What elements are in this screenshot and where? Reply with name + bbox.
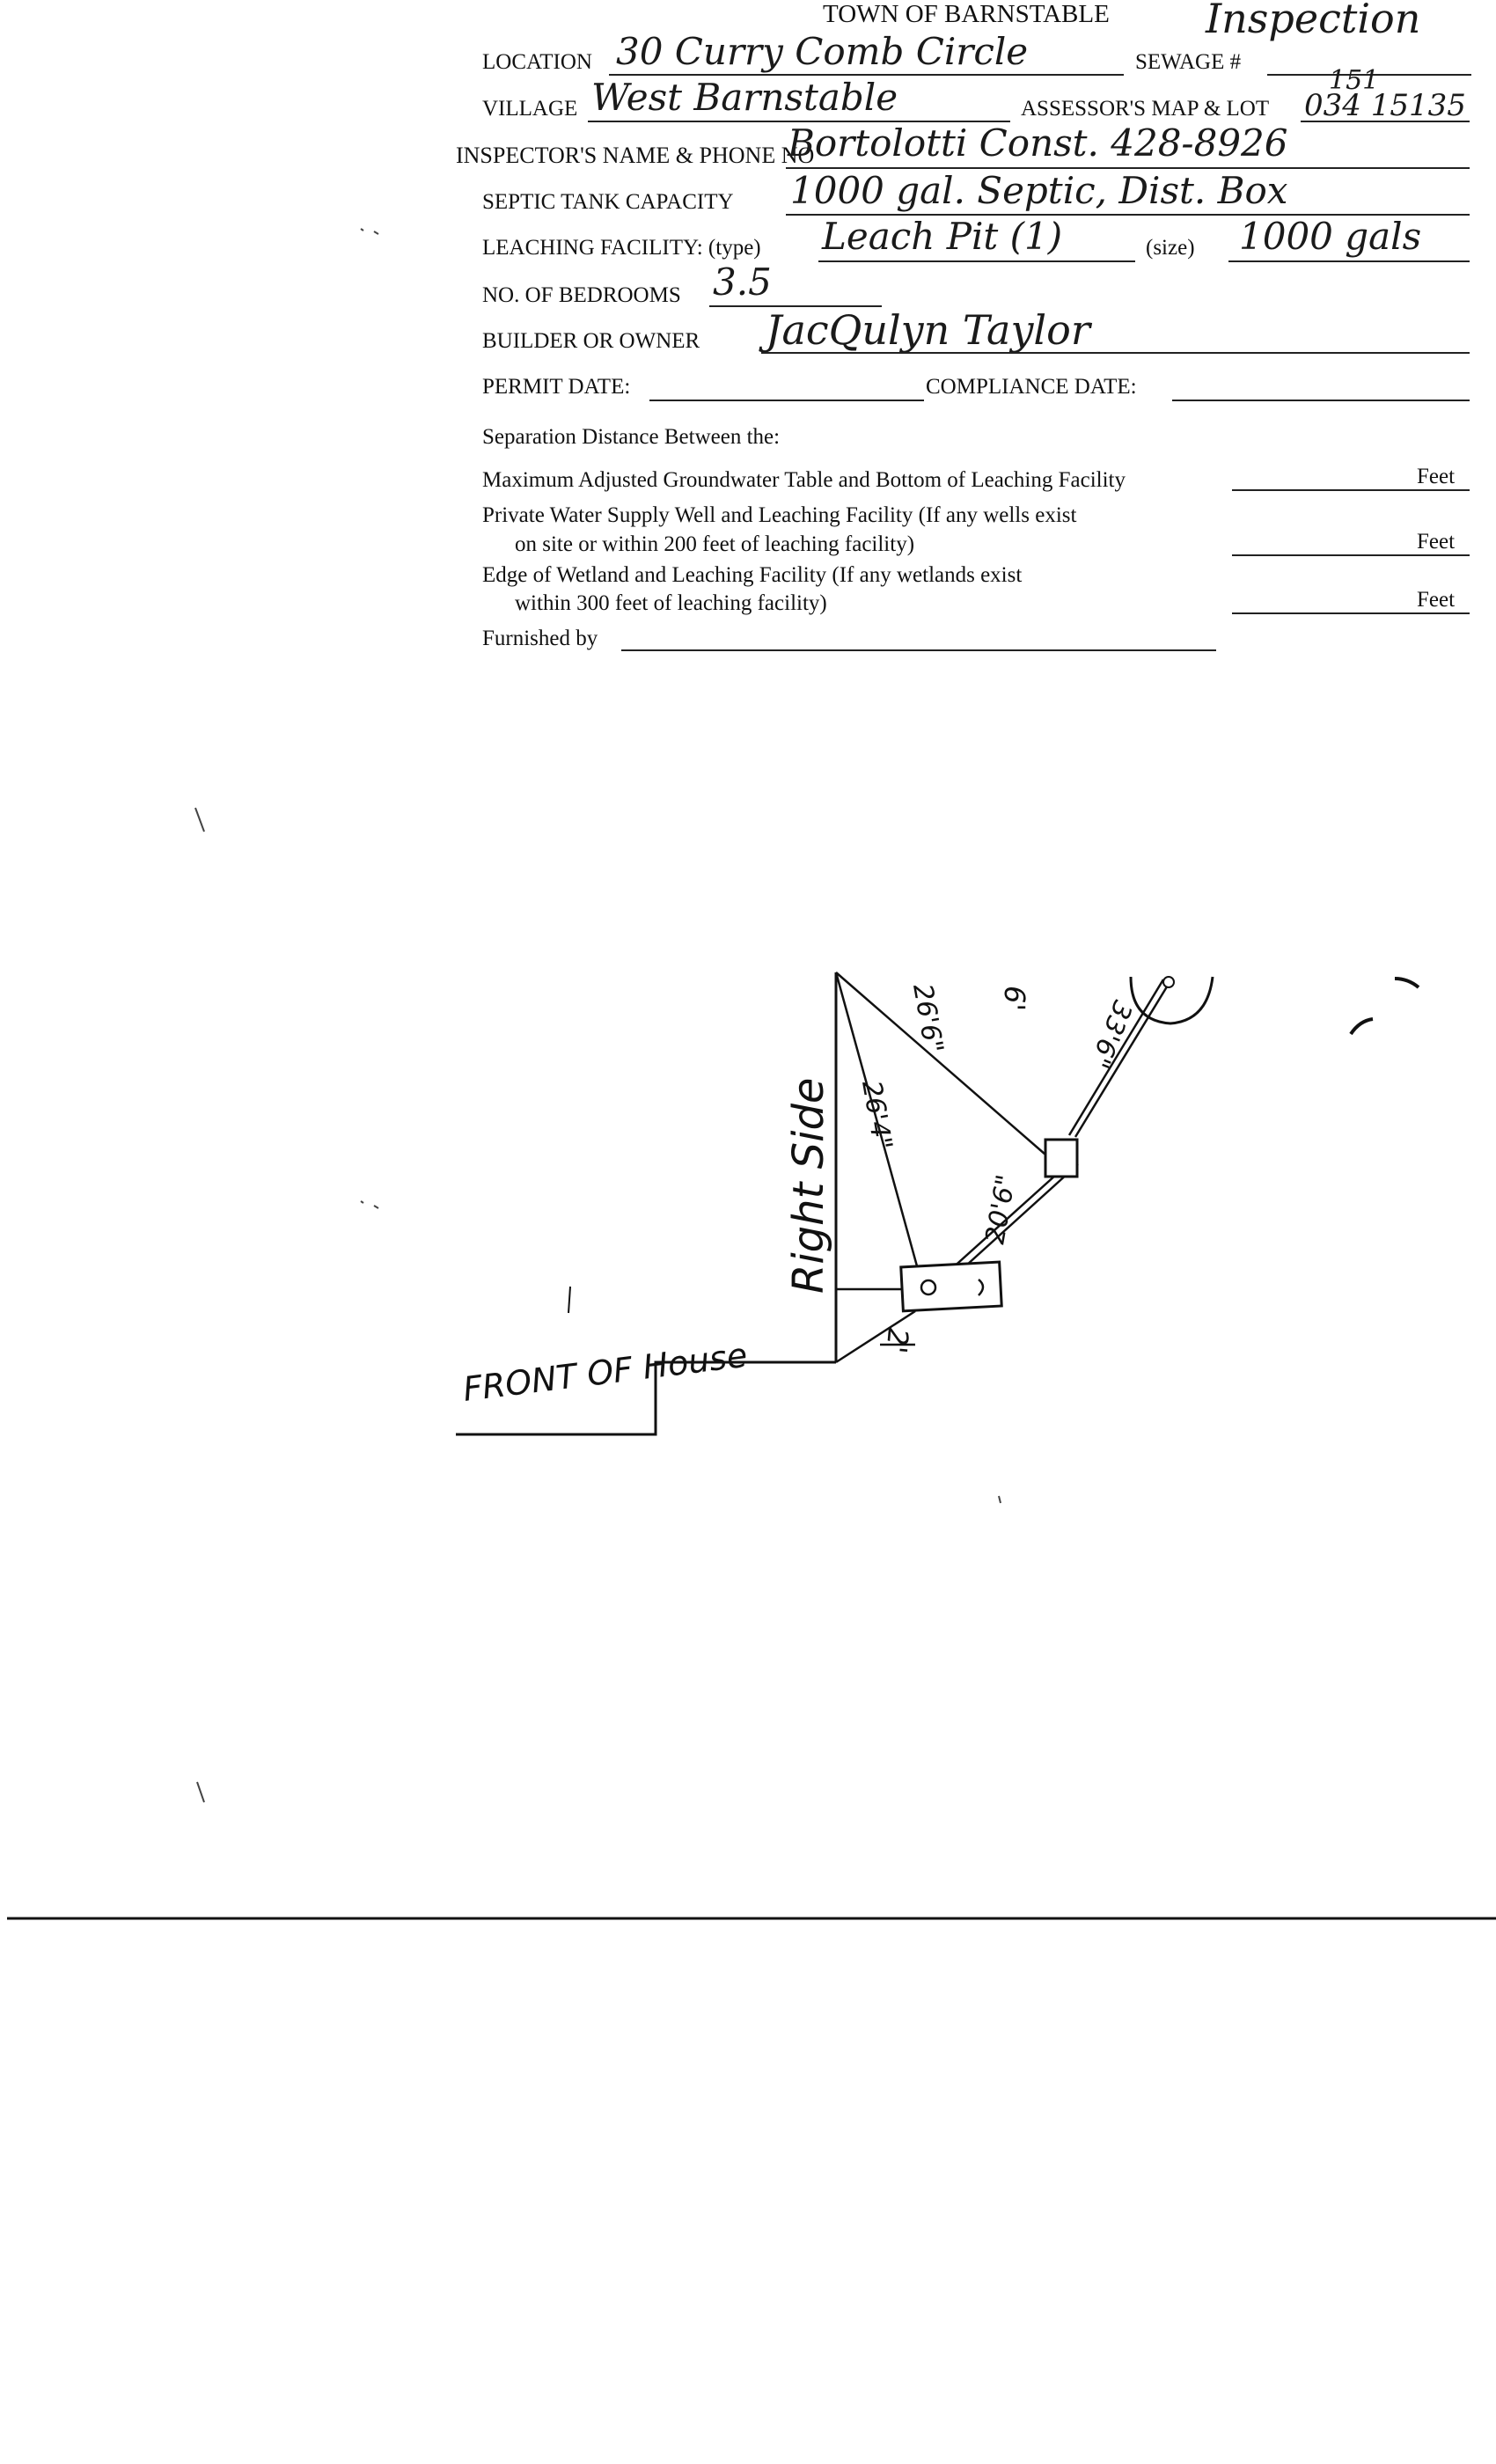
sewage-label: SEWAGE # xyxy=(1135,50,1242,74)
right-side-label: Right Side xyxy=(784,1077,833,1294)
leaching-type-value: Leach Pit (1) xyxy=(822,215,1063,258)
location-label: LOCATION xyxy=(482,50,592,74)
permit-label: PERMIT DATE: xyxy=(482,375,631,399)
measurement-33-6: 33'6" xyxy=(1082,996,1139,1073)
measurement-26-6: 26'6" xyxy=(906,981,950,1056)
sep2-label-a: Private Water Supply Well and Leaching Facility (If any wells exist xyxy=(482,503,1077,527)
size-label: (size) xyxy=(1146,236,1195,260)
scan-specks xyxy=(195,229,1001,1802)
assessor-label: ASSESSOR'S MAP & LOT xyxy=(1021,97,1270,121)
assessor-map: 151 xyxy=(1329,65,1380,96)
builder-label: BUILDER OR OWNER xyxy=(482,329,700,353)
furnished-label: Furnished by xyxy=(482,627,598,650)
town-title: TOWN OF BARNSTABLE xyxy=(823,0,1110,28)
village-value: West Barnstable xyxy=(591,76,898,119)
bedrooms-value: 3.5 xyxy=(713,260,772,304)
sep2-label-b: on site or within 200 feet of leaching facility) xyxy=(515,532,915,556)
sep3-label-b: within 300 feet of leaching facility) xyxy=(515,591,827,615)
owner-value: JacQulyn Taylor xyxy=(766,306,1090,354)
location-value: 30 Curry Comb Circle xyxy=(616,30,1029,73)
assessor-lot: 034 15135 xyxy=(1304,88,1466,123)
bedrooms-label: NO. OF BEDROOMS xyxy=(482,283,681,307)
pit-center-icon xyxy=(1163,977,1174,987)
distribution-box xyxy=(1045,1140,1077,1177)
septic-value: 1000 gal. Septic, Dist. Box xyxy=(790,169,1288,212)
front-of-house-label: FRONT OF House xyxy=(460,1335,750,1409)
separation-heading: Separation Distance Between the: xyxy=(482,425,781,449)
compliance-label: COMPLIANCE DATE: xyxy=(926,375,1137,399)
inspector-value: Bortolotti Const. 428-8926 xyxy=(788,121,1288,165)
measurement-20-6: 20'6" xyxy=(979,1172,1023,1247)
septic-tank xyxy=(901,1262,1001,1311)
sep2-feet: Feet xyxy=(1417,530,1456,554)
sep3-feet: Feet xyxy=(1417,588,1456,612)
blotch-mark xyxy=(1351,979,1419,1034)
village-label: VILLAGE xyxy=(482,97,578,121)
measurement-6: 6' xyxy=(998,986,1031,1012)
septic-label: SEPTIC TANK CAPACITY xyxy=(482,190,734,214)
inspector-label: INSPECTOR'S NAME & PHONE NO xyxy=(456,143,815,168)
sep1-label: Maximum Adjusted Groundwater Table and Bottom of Leaching Facility xyxy=(482,468,1126,492)
size-value: 1000 gals xyxy=(1239,215,1422,258)
measurement-26-4: 26'4" xyxy=(855,1078,898,1153)
measurement-2: 2' xyxy=(879,1326,915,1355)
sep1-feet: Feet xyxy=(1417,465,1456,488)
sewage-value: Inspection xyxy=(1206,0,1421,42)
tick-mark xyxy=(568,1287,570,1313)
sep3-label-a: Edge of Wetland and Leaching Facility (If any wetlands exist xyxy=(482,563,1023,587)
leaching-label: LEACHING FACILITY: (type) xyxy=(482,236,761,260)
